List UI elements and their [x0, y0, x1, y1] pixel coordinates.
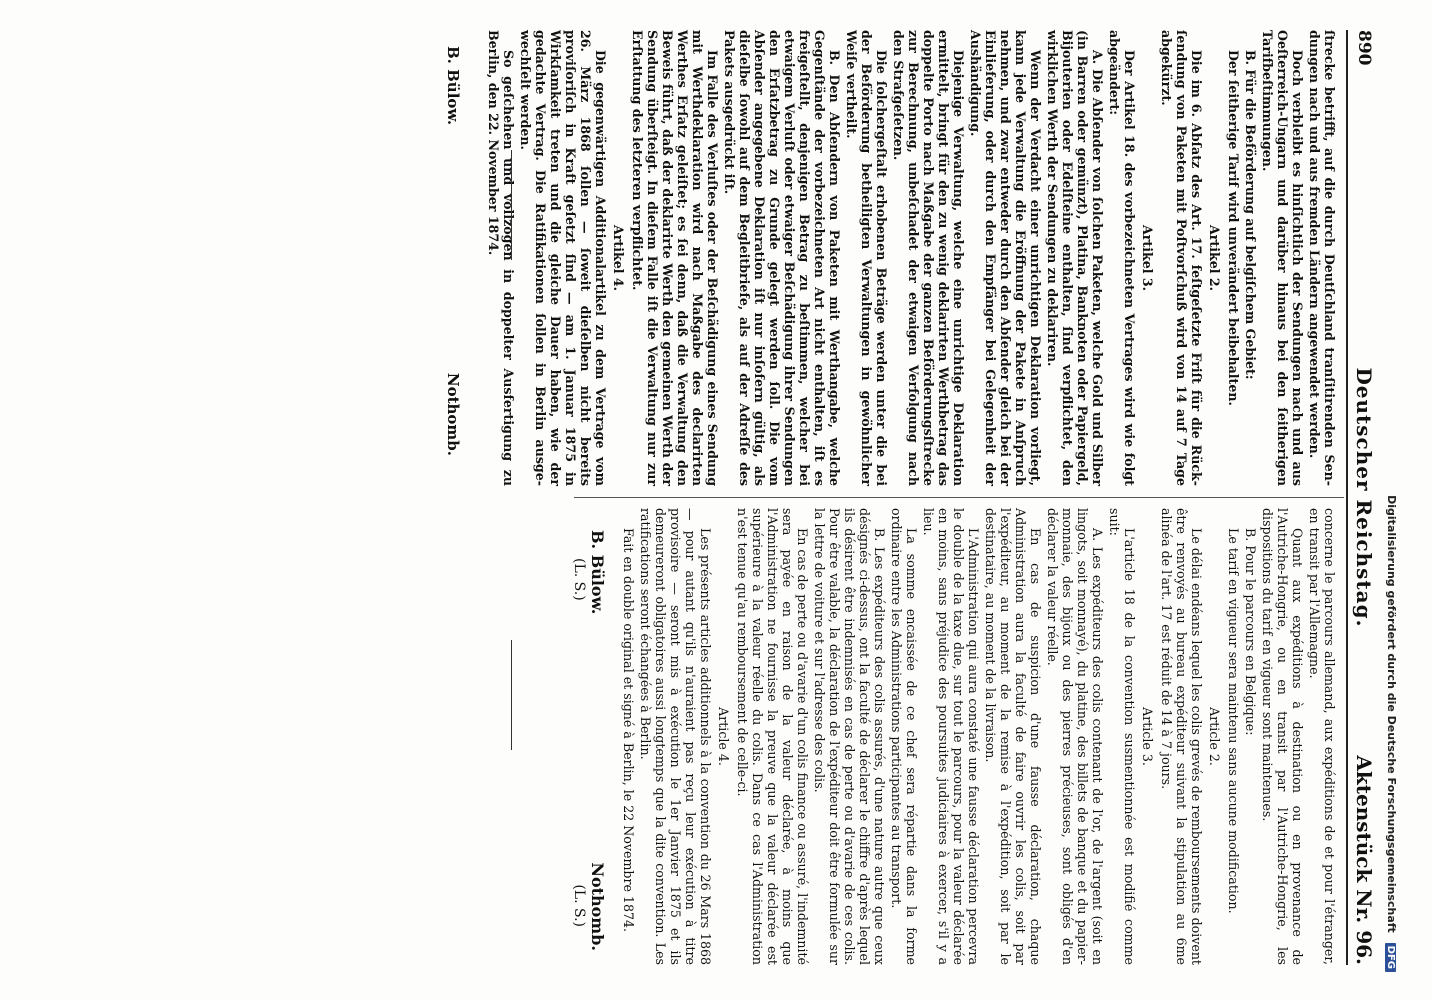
credit-text: Digitalisierung gefördert durch die Deutsche Forschungsgemeinschaft: [1385, 495, 1398, 933]
fr-paragraph: Le délai endéans lequel les colis grevés de remboursements doivent être renvoyés au bureau expéditeur suivant la stipulation au 6me alinéa de l'art. 17 est réduit de 14 à 7 jours.: [1159, 508, 1204, 965]
de-signatures: [445, 30, 460, 486]
fr-paragraph: En cas de suspicion d'une fausse déclaration, chaque Administration aura la faculté de faire ouvrir les colis, soit par l'expéditeur, au moment de la remise à l'expédition, soit par le destinataire, au moment de la livraison.: [983, 508, 1043, 965]
de-paragraph: B. Den Abſendern von Paketen mit Werthangabe, welche Gegenſtände der vorbezeichneten Art nicht enthalten, iſt es freigeſtellt, denjenigen Betrag zu beſtimmen, welcher bei etwaigem Verluſt oder etwaiger Beſchädigung ihrer Sendungen den Erſatzbetrag zu Grunde gelegt werden ſoll. Die vom Abſender angegebene Deklaration iſt nur inſofern gültig, als dieſelbe ſowohl auf dem Begleitbriefe, als auf der Adreſſe des Pakets ausgedrückt iſt.: [722, 30, 842, 486]
fr-closing: Fait en double original et signé à Berlin, le 22 Novembre 1874.: [621, 528, 636, 932]
de-paragraph: Die ſolchergeſtalt erhobenen Beträge werden unter die bei der Beförderung betheiligten Verwaltungen in gewöhnlicher Weiſe vertheilt.: [844, 30, 889, 486]
signature-bulow: B. Bülow.: [588, 530, 607, 615]
fr-article-title: Article 3.: [1140, 707, 1155, 766]
de-paragraph: ſtrecke betrifft, auf die durch Deutſchland tranſitirenden Sendungen nach und aus fremden Ländern angewendet werden.: [1307, 30, 1337, 486]
fr-paragraph: La somme encaissée de ce chef sera répartie dans la forme ordinaire entre les Administrations participantes au transport.: [889, 508, 919, 965]
fr-paragraph: B. Les expéditeurs des colis assurés, d'une nature autre que ceux désignés ci-dessus, ont la faculté de déclarer le chiffre d'après lequel ils désirent être indemnisés en cas de perte ou d'avarie de ces colis. Pour être valable, la déclaration de l'expéditeur doit être formulée sur la lettre de voiture et sur l'adresse des colis.: [812, 508, 887, 965]
de-article-title: Artikel 4.: [611, 224, 626, 292]
end-rule-french: [511, 640, 512, 750]
signature-bulow: B. Bülow.: [444, 46, 462, 126]
signature-nothomb: Nothomb.: [444, 372, 462, 456]
de-paragraph: Diejenige Verwaltung, welche eine unrichtige Deklaration ermittelt, bringt für den zu wenig deklarirten Werthbetrag das doppelte Porto nach Maßgabe der ganzen Beförderungsſtrecke zur Berechnung, unbeſchadet der etwaigen Verfolgung nach den Strafgeſetzen.: [891, 30, 966, 486]
fr-paragraph: L'Administration qui aura constaté une fausse déclaration percevra le double de la taxe due, sur tout le parcours, pour la valeur déclarée en moins, sans préjudice des poursuites judiciaires à exercer, s'il y a lieu.: [921, 508, 981, 965]
fr-paragraph: L'article 18 de la convention susmentionnée est modifié comme suit:: [1107, 508, 1137, 965]
fr-paragraph: concerne le parcours allemand, aux expéditions de et pour l'étranger, en transit par l'Allemagne.: [1307, 508, 1337, 965]
de-subheading: B. Für die Beförderung auf belgiſchem Gebiet:: [1243, 50, 1258, 380]
signature-nothomb: Nothomb.: [588, 862, 607, 951]
de-paragraph: Der ſeitherige Tarif wird unverändert beibehalten.: [1226, 50, 1241, 406]
german-column: [445, 30, 1337, 486]
fr-paragraph: Les présents articles additionnels à la convention du 26 Mars 1868 — pour autant qu'ils n'auraient pas reçu leur exécution à titre provisoire — seront mis à exécution le 1er Janvier 1875 et ils demeureront obligatoires aussi longtemps que la dite convention. Les ratifications seront échangées à Berlin.: [638, 508, 713, 965]
de-article-title: Artikel 2.: [1207, 224, 1222, 292]
fr-paragraph: Quant aux expéditions à destination ou en provenance de l'Autriche-Hongrie, ou en transit par l'Autriche-Hongrie, les dispositions du tarif en vigueur sont maintenues.: [1260, 508, 1305, 965]
page-title: Deutscher Reichstag.: [1352, 367, 1376, 628]
de-article-title: Artikel 3.: [1140, 224, 1155, 292]
end-rule-german: [511, 150, 512, 260]
fr-signatures: [590, 508, 605, 965]
column-divider: [574, 497, 1344, 498]
fr-paragraph: En cas de perte ou d'avarie d'un colis finance ou assuré, l'indemnité sera payée en raison de la valeur déclarée, à moins que l'Administration ne fournisse la preuve que la valeur déclarée est supérieure à la valeur réelle du colis. Dans ce cas l'Administration n'est tenue qu'au remboursement de celle-ci.: [735, 508, 810, 965]
document-number: Aktenstück Nr. 96.: [1352, 755, 1376, 965]
dfg-logo: DFG: [1385, 943, 1396, 972]
de-closing: So geſchehen und vollzogen in doppelter Ausfertigung zu Berlin, den 22. November 1874.: [486, 30, 516, 486]
fr-article-title: Article 2.: [1207, 707, 1222, 766]
seal-right: (L. S.): [571, 884, 587, 927]
de-paragraph: Doch verbleibt es hinſichtlich der Sendungen nach und aus Oeſterreich-Ungarn und darüber hinaus bei den ſeitherigen Tarifbeſtimmungen.: [1260, 30, 1305, 486]
header-rule: [1346, 30, 1348, 965]
de-paragraph: Der Artikel 18. des vorbezeichneten Vertrages wird wie folgt abgeändert:: [1107, 30, 1137, 486]
fr-subheading: B. Pour le parcours en Belgique:: [1243, 528, 1258, 736]
fr-paragraph: A. Les expéditeurs des colis contenant de l'or, de l'argent (soit en lingots, soit monnayé), du platine, des billets de banque et du papier-monnaie, des bijoux ou des pierres précieuses, sont obligés d'en déclarer la valeur réelle.: [1045, 508, 1105, 965]
de-paragraph: Im Falle des Verluſtes oder der Beſchädigung eines Sendung mit Werthdeklaration wird nach Maßgabe des declarirten Werthes Erſatz geleiſtet; es ſei denn, daß die Verwaltung den Beweis führt, daß der deklarirte Werth den gemeinen Werth der Sendung überſteigt. In dieſem Falle iſt die Verwaltung nur zur Erſtattung des letzteren verpflichtet.: [630, 30, 720, 486]
seal-left: (L. S.): [571, 558, 587, 601]
fr-paragraph: Le tarif en vigueur sera maintenu sans aucune modification.: [1226, 528, 1241, 914]
digitization-credit: [1378, 0, 1402, 1000]
seal-marks: [571, 508, 586, 965]
french-column: [571, 508, 1337, 965]
de-paragraph: Die gegenwärtigen Additionalartikel zu dem Vertrage vom 26. März 1868 ſollen — ſoweit dieſelben nicht bereits proviſoriſch in Kraft geſetzt ſind — am 1. Januar 1875 in Wirkſamkeit treten und die gleiche Dauer haben, wie der gedachte Vertrag. Die Ratifikationen ſollen in Berlin ausgewechſelt werden.: [518, 30, 608, 486]
de-paragraph: Wenn der Verdacht einer unrichtigen Deklaration vorliegt, kann jede Verwaltung die Eröffnung der Pakete in Anſpruch nehmen, und zwar entweder durch den Abſender gleich bei der Einlieferung, oder durch den Empfänger bei Gelegenheit der Aushändigung.: [968, 30, 1043, 486]
de-paragraph: Die im 6. Abſatz des Art. 17. feſtgeſetzte Friſt für die Rückſendung von Paketen mit Poſtvorſchuß wird von 14 auf 7 Tage abgekürzt.: [1159, 30, 1204, 486]
fr-article-title: Article 4.: [716, 707, 731, 766]
page-header: [1346, 30, 1380, 965]
de-paragraph: A. Die Abſender von ſolchen Paketen, welche Gold und Silber (in Barren oder gemünzt), Platina, Banknoten oder Papiergeld, Bijouterien oder Edelſteine enthalten, ſind verpflichtet, den wirklichen Werth der Sendungen zu deklariren.: [1045, 30, 1105, 486]
page-number: 890: [1354, 30, 1374, 66]
